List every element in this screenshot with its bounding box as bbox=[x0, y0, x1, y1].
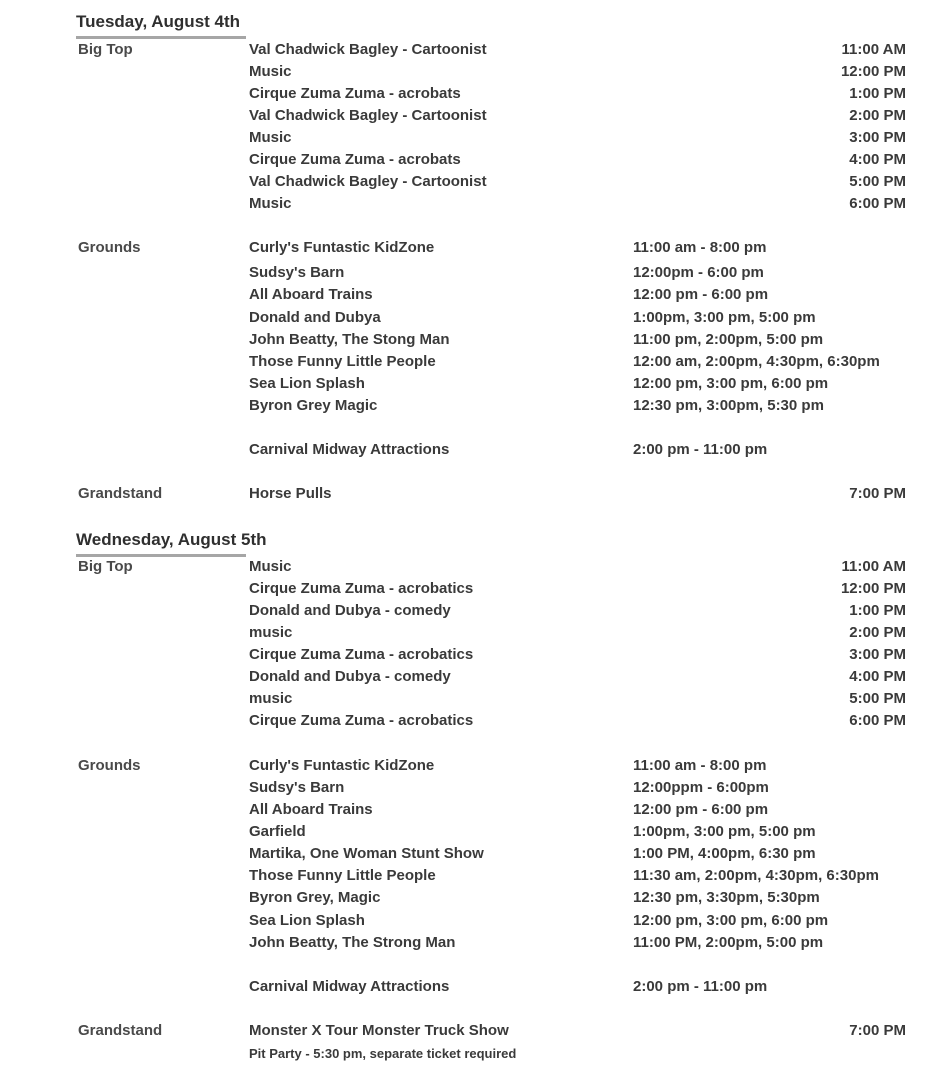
event-time: 11:00 am - 8:00 pm bbox=[633, 757, 767, 774]
event-time: 5:00 PM bbox=[849, 690, 906, 707]
event-name: Music bbox=[249, 63, 292, 80]
event-time: 12:00 am, 2:00pm, 4:30pm, 6:30pm bbox=[633, 353, 880, 370]
event-name: All Aboard Trains bbox=[249, 286, 373, 303]
event-name: Donald and Dubya bbox=[249, 309, 381, 326]
event-time: 6:00 PM bbox=[849, 712, 906, 729]
schedule-row bbox=[0, 1020, 926, 1042]
event-name: Sea Lion Splash bbox=[249, 375, 365, 392]
event-name: Monster X Tour Monster Truck Show bbox=[249, 1022, 509, 1039]
event-time: 4:00 PM bbox=[849, 151, 906, 168]
schedule-row bbox=[0, 666, 926, 688]
event-name: Cirque Zuma Zuma - acrobats bbox=[249, 85, 461, 102]
event-name: Donald and Dubya - comedy bbox=[249, 602, 451, 619]
schedule-row bbox=[0, 127, 926, 149]
schedule-row bbox=[0, 910, 926, 932]
event-name: Val Chadwick Bagley - Cartoonist bbox=[249, 107, 487, 124]
event-time: 12:00 pm, 3:00 pm, 6:00 pm bbox=[633, 375, 829, 392]
schedule-row bbox=[0, 171, 926, 193]
event-name: Byron Grey, Magic bbox=[249, 889, 381, 906]
event-name: Those Funny Little People bbox=[249, 353, 436, 370]
event-time: 12:00 pm, 3:00 pm, 6:00 pm bbox=[633, 912, 829, 929]
event-time: 12:00ppm - 6:00pm bbox=[633, 779, 769, 796]
schedule-row bbox=[0, 237, 926, 259]
schedule-row bbox=[0, 755, 926, 777]
event-name: Garfield bbox=[249, 823, 306, 840]
event-name: All Aboard Trains bbox=[249, 801, 373, 818]
schedule-row bbox=[0, 710, 926, 732]
event-name: Val Chadwick Bagley - Cartoonist bbox=[249, 173, 487, 190]
event-name: Cirque Zuma Zuma - acrobatics bbox=[249, 712, 474, 729]
schedule-row bbox=[0, 105, 926, 127]
event-time: 11:00 pm, 2:00pm, 5:00 pm bbox=[633, 331, 824, 348]
event-time: 11:00 AM bbox=[841, 41, 906, 58]
venue-label: Grandstand bbox=[78, 485, 163, 502]
event-time: 7:00 PM bbox=[849, 485, 906, 502]
schedule-row bbox=[0, 976, 926, 998]
event-name: Carnival Midway Attractions bbox=[249, 441, 450, 458]
event-time: 11:30 am, 2:00pm, 4:30pm, 6:30pm bbox=[633, 867, 879, 884]
event-time: 12:00 PM bbox=[840, 580, 906, 597]
schedule-row bbox=[0, 395, 926, 417]
venue-label: Big Top bbox=[78, 41, 133, 58]
event-name: Curly's Funtastic KidZone bbox=[249, 757, 435, 774]
event-time: 4:00 PM bbox=[849, 668, 906, 685]
schedule-row bbox=[0, 799, 926, 821]
schedule-row bbox=[0, 777, 926, 799]
event-time: 2:00 pm - 11:00 pm bbox=[633, 978, 768, 995]
schedule-row bbox=[0, 932, 926, 954]
event-name: Cirque Zuma Zuma - acrobatics bbox=[249, 646, 474, 663]
schedule-row bbox=[0, 373, 926, 395]
schedule-row bbox=[0, 821, 926, 843]
schedule-row bbox=[0, 556, 926, 578]
event-time: 2:00 PM bbox=[849, 624, 906, 641]
event-name: Carnival Midway Attractions bbox=[249, 978, 450, 995]
schedule-row bbox=[0, 483, 926, 505]
event-time: 1:00 PM bbox=[849, 85, 906, 102]
event-name: Val Chadwick Bagley - Cartoonist bbox=[249, 41, 487, 58]
day-heading: Wednesday, August 5th bbox=[76, 530, 267, 549]
schedule-note-row bbox=[0, 1043, 926, 1065]
event-time: 12:30 pm, 3:00pm, 5:30 pm bbox=[633, 397, 824, 414]
event-name: John Beatty, The Strong Man bbox=[249, 934, 456, 951]
event-name: Horse Pulls bbox=[249, 485, 332, 502]
event-time: 12:00 pm - 6:00 pm bbox=[633, 286, 769, 303]
venue-label: Grounds bbox=[78, 757, 141, 774]
event-note: Pit Party - 5:30 pm, separate ticket required bbox=[249, 1046, 517, 1061]
event-name: Music bbox=[249, 195, 292, 212]
event-time: 1:00pm, 3:00 pm, 5:00 pm bbox=[633, 309, 816, 326]
schedule-row bbox=[0, 83, 926, 105]
event-time: 5:00 PM bbox=[849, 173, 906, 190]
event-time: 11:00 AM bbox=[841, 558, 906, 575]
schedule-row bbox=[0, 843, 926, 865]
schedule-row bbox=[0, 622, 926, 644]
schedule-row bbox=[0, 578, 926, 600]
event-name: John Beatty, The Stong Man bbox=[249, 331, 450, 348]
event-time: 7:00 PM bbox=[849, 1022, 906, 1039]
event-time: 12:30 pm, 3:30pm, 5:30pm bbox=[633, 889, 820, 906]
schedule-row bbox=[0, 865, 926, 887]
schedule-row bbox=[0, 644, 926, 666]
schedule-row bbox=[0, 351, 926, 373]
event-name: Byron Grey Magic bbox=[249, 397, 378, 414]
event-time: 1:00 PM bbox=[849, 602, 906, 619]
event-name: Sudsy's Barn bbox=[249, 264, 345, 281]
schedule-row bbox=[0, 149, 926, 171]
event-time: 6:00 PM bbox=[849, 195, 906, 212]
event-name: Sea Lion Splash bbox=[249, 912, 365, 929]
day-heading: Tuesday, August 4th bbox=[76, 12, 241, 31]
schedule-row bbox=[0, 284, 926, 306]
event-name: Sudsy's Barn bbox=[249, 779, 345, 796]
event-time: 3:00 PM bbox=[849, 129, 906, 146]
event-name: Donald and Dubya - comedy bbox=[249, 668, 451, 685]
event-name: Curly's Funtastic KidZone bbox=[249, 239, 435, 256]
schedule-row bbox=[0, 600, 926, 622]
event-time: 11:00 PM, 2:00pm, 5:00 pm bbox=[633, 934, 824, 951]
event-name: Martika, One Woman Stunt Show bbox=[249, 845, 484, 862]
event-name: Cirque Zuma Zuma - acrobatics bbox=[249, 580, 474, 597]
event-name: Those Funny Little People bbox=[249, 867, 436, 884]
schedule-row bbox=[0, 439, 926, 461]
schedule-row bbox=[0, 193, 926, 215]
venue-label: Grandstand bbox=[78, 1022, 163, 1039]
schedule-row bbox=[0, 688, 926, 710]
event-time: 2:00 PM bbox=[849, 107, 906, 124]
event-name: Cirque Zuma Zuma - acrobats bbox=[249, 151, 461, 168]
event-time: 3:00 PM bbox=[849, 646, 906, 663]
schedule-row bbox=[0, 39, 926, 61]
event-name: Music bbox=[249, 129, 292, 146]
event-time: 12:00pm - 6:00 pm bbox=[633, 264, 764, 281]
schedule-row bbox=[0, 887, 926, 909]
event-name: music bbox=[249, 690, 293, 707]
event-time: 2:00 pm - 11:00 pm bbox=[633, 441, 768, 458]
schedule-row bbox=[0, 262, 926, 284]
event-time: 1:00pm, 3:00 pm, 5:00 pm bbox=[633, 823, 816, 840]
event-name: music bbox=[249, 624, 293, 641]
event-time: 12:00 PM bbox=[840, 63, 906, 80]
schedule-row bbox=[0, 329, 926, 351]
event-time: 11:00 am - 8:00 pm bbox=[633, 239, 767, 256]
event-time: 12:00 pm - 6:00 pm bbox=[633, 801, 769, 818]
schedule-row bbox=[0, 61, 926, 83]
schedule-row bbox=[0, 307, 926, 329]
event-name: Music bbox=[249, 558, 292, 575]
event-time: 1:00 PM, 4:00pm, 6:30 pm bbox=[633, 845, 816, 862]
venue-label: Grounds bbox=[78, 239, 141, 256]
venue-label: Big Top bbox=[78, 558, 133, 575]
